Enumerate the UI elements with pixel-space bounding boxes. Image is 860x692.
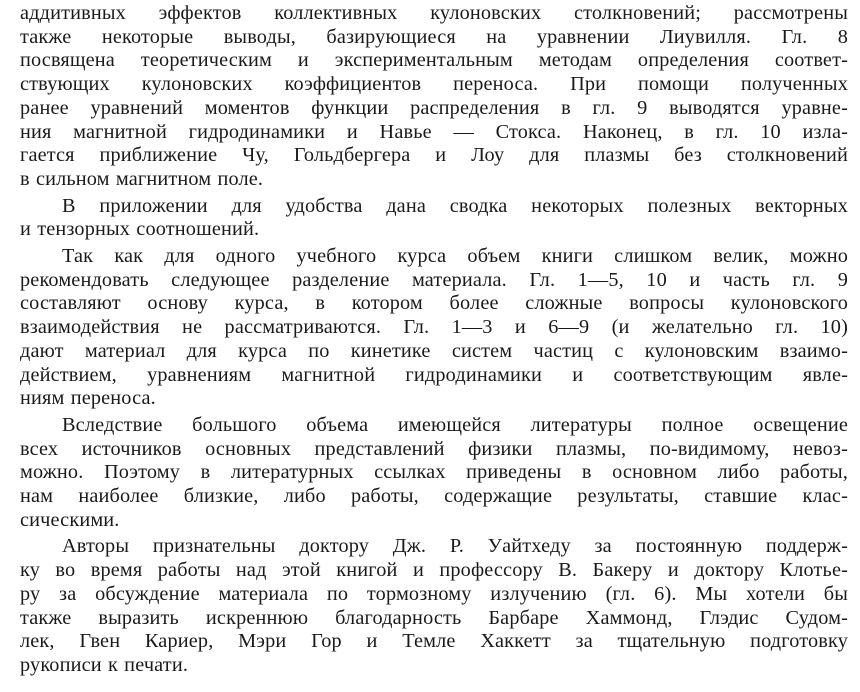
paragraph — [20, 245, 848, 411]
text-line: ру за обсуждение материала по тормозному излучению (гл. 6). Мы хотели бы — [20, 582, 848, 605]
paragraph — [20, 2, 848, 192]
text-line: лек, Гвен Кариер, Мэри Гор и Темле Хаккетт за тщательную подготовку — [20, 630, 848, 653]
text-line: ранее уравнений моментов функции распределения в гл. 9 выводятся уравне- — [20, 96, 848, 119]
text-line: Авторы признательны доктору Дж. Р. Уайтхеду за постоянную поддерж- — [62, 535, 848, 558]
text-line: Вследствие большого объема имеющейся литературы полное освещение — [62, 413, 848, 436]
text-line: ния магнитной гидродинамики и Навье — Стокса. Наконец, в гл. 10 изла- — [20, 120, 848, 143]
text-line: аддитивных эффектов коллективных кулоновских столкновений; рассмотрены — [20, 2, 848, 24]
text-line: нам наиболее близкие, либо работы, содержащие результаты, ставшие клас- — [20, 485, 848, 508]
text-line: ниям переноса. — [20, 387, 156, 410]
text-line: ствующих кулоновских коэффициентов переноса. При помощи полученных — [20, 73, 848, 96]
paragraph — [20, 414, 848, 533]
text-line: составляют основу курса, в котором более сложные вопросы кулоновского — [20, 292, 848, 315]
text-line: действием, уравнениям магнитной гидродинамики и соответствующим явле- — [20, 363, 848, 386]
paragraph — [20, 535, 848, 677]
paragraph — [20, 195, 848, 242]
text-line: дают материал для курса по кинетике систем частиц с кулоновским взаимо- — [20, 339, 848, 362]
text-line: ку во время работы над этой книгой и профессору В. Бакеру и доктору Клотье- — [20, 559, 848, 582]
text-line: также выразить искреннюю благодарность Барбаре Хаммонд, Глэдис Судом- — [20, 606, 848, 629]
text-line: гается приближение Чу, Гольдбергера и Лоу для плазмы без столкновений — [20, 144, 848, 167]
text-line: рукописи к печати. — [20, 653, 189, 676]
text-line: можно. Поэтому в литературных ссылках приведены в основном либо работы, — [20, 461, 848, 484]
text-line: сическими. — [20, 508, 120, 531]
text-line: рекомендовать следующее разделение материала. Гл. 1—5, 10 и часть гл. 9 — [20, 268, 848, 291]
text-line: также некоторые выводы, базирующиеся на уравнении Лиувилля. Гл. 8 — [20, 25, 848, 48]
text-line: всех источников основных представлений физики плазмы, по-видимому, невоз- — [20, 437, 848, 460]
text-line: взаимодействия не рассматриваются. Гл. 1—3 и 6—9 (и желательно гл. 10) — [20, 316, 848, 339]
text-line: Так как для одного учебного курса объем книги слишком велик, можно — [62, 245, 848, 268]
text-line: В приложении для удобства дана сводка некоторых полезных векторных — [62, 194, 848, 217]
text-line: и тензорных соотношений. — [20, 218, 260, 241]
text-body — [20, 2, 848, 678]
text-line: в сильном магнитном поле. — [20, 167, 264, 190]
text-line: посвящена теоретическим и экспериментальным методам определения соответ- — [20, 49, 848, 72]
